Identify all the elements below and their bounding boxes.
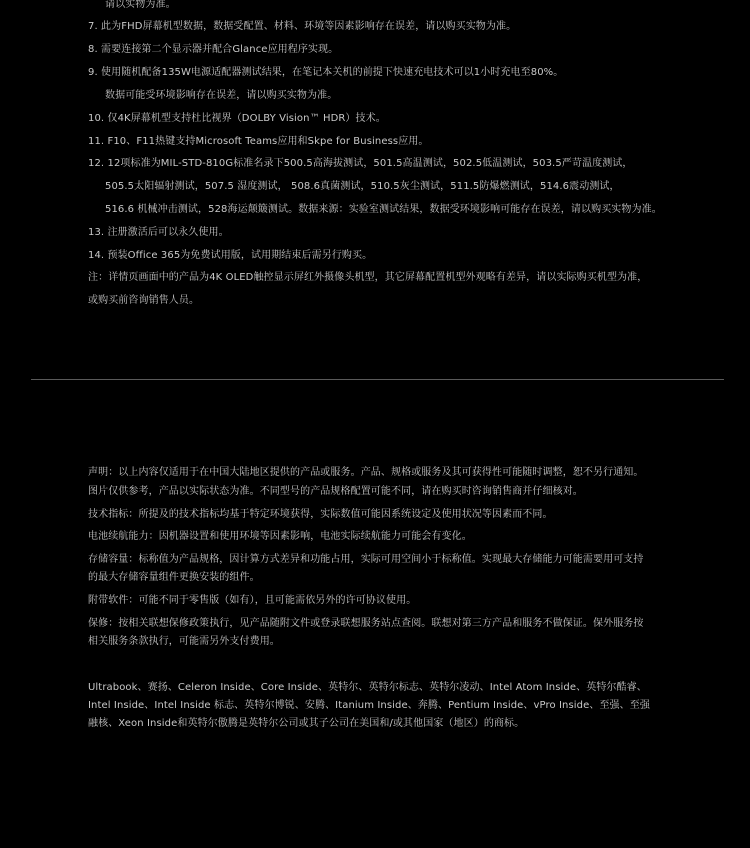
disclaimer-line: 电池续航能力：因机器设置和使用环境等因素影响，电池实际续航能力可能会有变化。 (88, 531, 472, 542)
trademark-line: 融核、Xeon Inside和英特尔傲腾是英特尔公司或其子公司在美国和/或其他国家（地区）的商标。 (88, 718, 525, 729)
note-line: 14. 预装Office 365为免费试用版，试用期结束后需另行购买。 (88, 250, 373, 261)
disclaimer-line: 技术指标：所提及的技术指标均基于特定环境获得，实际数值可能因系统设定及使用状况等因素而不同。 (88, 509, 553, 520)
note-line: 或购买前咨询销售人员。 (88, 295, 200, 306)
section-divider (31, 379, 724, 380)
note-line: 7. 此为FHD屏幕机型数据，数据受配置、材料、环境等因素影响存在误差，请以购买实物为准。 (88, 21, 517, 32)
disclaimer-line: 声明：以上内容仅适用于在中国大陆地区提供的产品或服务。产品、规格或服务及其可获得性可能随时调整，恕不另行通知。 (88, 467, 644, 478)
note-line: 12. 12项标准为MIL-STD-810G标准名录下500.5高海拔测试，501.5高温测试，502.5低温测试，503.5严苛温度测试， (88, 158, 633, 169)
note-line: 9. 使用随机配备135W电源适配器测试结果，在笔记本关机的前提下快速充电技术可以1小时充电至80%。 (88, 67, 564, 78)
note-line: 8. 需要连接第二个显示器并配合Glance应用程序实现。 (88, 44, 339, 55)
note-line: 请以实物为准。 (105, 0, 176, 10)
trademark-line: Ultrabook、赛扬、Celeron Inside、Core Inside、英特尔、英特尔标志、英特尔凌动、Intel Atom Inside、英特尔酷睿、 (88, 682, 647, 693)
disclaimer-line: 图片仅供参考，产品以实际状态为准。不同型号的产品规格配置可能不同，请在购买时咨询销售商并仔细核对。 (88, 486, 583, 497)
note-line: 505.5太阳辐射测试，507.5 湿度测试， 508.6真菌测试，510.5灰尘测试，511.5防爆燃测试，514.6震动测试， (105, 181, 620, 192)
note-line: 注：详情页画面中的产品为4K OLED触控显示屏红外摄像头机型，其它屏幕配置机型外观略有差异，请以实际购买机型为准， (88, 272, 648, 283)
note-line: 13. 注册激活后可以永久使用。 (88, 227, 229, 238)
note-line: 11. F10、F11热键支持Microsoft Teams应用和Skpe for Business应用。 (88, 136, 429, 147)
trademark-line: Intel Inside、Intel Inside 标志、英特尔博锐、安腾、Itanium Inside、奔腾、Pentium Inside、vPro Inside、至强、至强 (88, 700, 650, 711)
disclaimer-line: 相关服务条款执行，可能需另外支付费用。 (88, 636, 280, 647)
note-line: 10. 仅4K屏幕机型支持杜比视界（DOLBY Vision™ HDR）技术。 (88, 113, 386, 124)
note-line: 数据可能受环境影响存在误差，请以购买实物为准。 (105, 90, 338, 101)
disclaimer-line: 保修：按相关联想保修政策执行，见产品随附文件或登录联想服务站点查阅。联想对第三方产品和服务不做保证。保外服务按 (88, 618, 644, 629)
disclaimer-line: 存储容量：标称值为产品规格，因计算方式差异和功能占用，实际可用空间小于标称值。实现最大存储能力可能需要用可支持 (88, 554, 644, 565)
disclaimer-line: 的最大存储容量组件更换安装的组件。 (88, 572, 260, 583)
note-line: 516.6 机械冲击测试，528海运颠簸测试。数据来源：实验室测试结果，数据受环境影响可能存在误差，请以购买实物为准。 (105, 204, 662, 215)
disclaimer-line: 附带软件：可能不同于零售版（如有），且可能需依另外的许可协议使用。 (88, 595, 417, 606)
